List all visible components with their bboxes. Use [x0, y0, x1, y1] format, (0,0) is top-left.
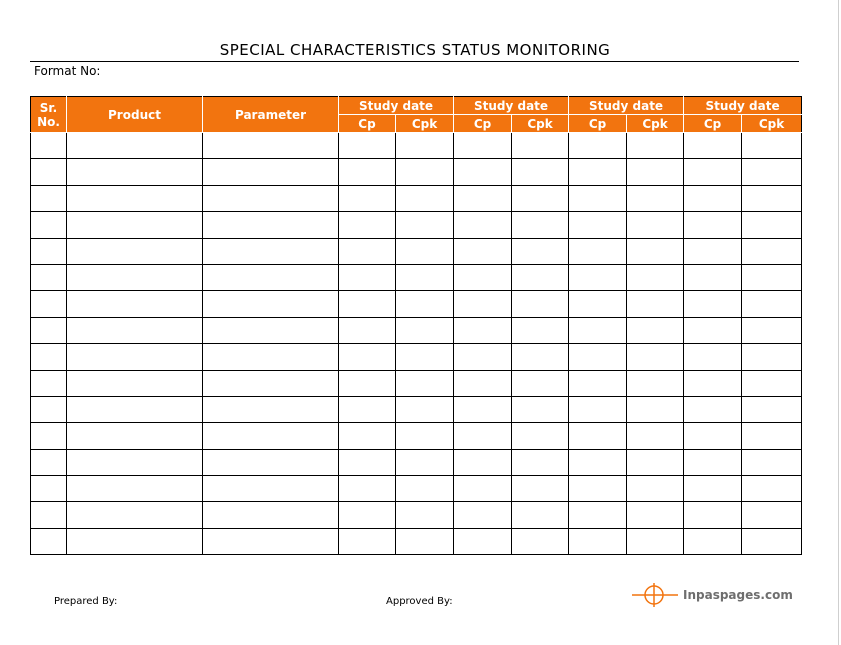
table-row — [31, 423, 802, 449]
table-cell[interactable] — [203, 396, 339, 422]
table-row — [31, 185, 802, 211]
table-cell[interactable] — [627, 476, 684, 502]
table-row — [31, 291, 802, 317]
format-number-label: Format No: — [34, 64, 101, 78]
table-cell[interactable] — [339, 502, 396, 528]
cp-header-2: Cp — [454, 115, 512, 133]
table-cell[interactable] — [203, 264, 339, 290]
table-cell[interactable] — [684, 370, 742, 396]
table-cell[interactable] — [684, 264, 742, 290]
table-cell[interactable] — [203, 449, 339, 475]
table-cell[interactable] — [627, 264, 684, 290]
table-cell[interactable] — [627, 396, 684, 422]
table-cell[interactable] — [396, 238, 454, 264]
table-cell[interactable] — [569, 291, 627, 317]
table-cell[interactable] — [684, 449, 742, 475]
table-cell[interactable] — [339, 396, 396, 422]
table-cell[interactable] — [454, 502, 512, 528]
parameter-header: Parameter — [203, 97, 339, 133]
table-cell[interactable] — [627, 370, 684, 396]
table-cell[interactable] — [67, 133, 203, 159]
table-cell[interactable] — [454, 264, 512, 290]
table-cell[interactable] — [31, 133, 67, 159]
table-cell[interactable] — [67, 449, 203, 475]
table-cell[interactable] — [569, 212, 627, 238]
table-cell[interactable] — [684, 212, 742, 238]
table-cell[interactable] — [569, 317, 627, 343]
table-cell[interactable] — [67, 212, 203, 238]
table-cell[interactable] — [742, 185, 802, 211]
table-cell[interactable] — [396, 344, 454, 370]
table-row — [31, 344, 802, 370]
table-cell[interactable] — [627, 159, 684, 185]
table-cell[interactable] — [454, 528, 512, 554]
table-row — [31, 370, 802, 396]
table-cell[interactable] — [569, 502, 627, 528]
table-cell[interactable] — [339, 370, 396, 396]
table-cell[interactable] — [339, 185, 396, 211]
table-cell[interactable] — [512, 185, 569, 211]
table-cell[interactable] — [684, 476, 742, 502]
table-cell[interactable] — [627, 502, 684, 528]
table-cell[interactable] — [627, 449, 684, 475]
table-cell[interactable] — [31, 344, 67, 370]
cpk-header-4: Cpk — [742, 115, 802, 133]
table-cell[interactable] — [396, 159, 454, 185]
table-cell[interactable] — [339, 423, 396, 449]
table-cell[interactable] — [67, 185, 203, 211]
table-cell[interactable] — [396, 396, 454, 422]
table-cell[interactable] — [627, 212, 684, 238]
table-cell[interactable] — [454, 185, 512, 211]
table-cell[interactable] — [396, 370, 454, 396]
cpk-header-1: Cpk — [396, 115, 454, 133]
table-cell[interactable] — [512, 238, 569, 264]
table-cell[interactable] — [569, 476, 627, 502]
table-cell[interactable] — [396, 212, 454, 238]
title-divider — [30, 61, 799, 62]
table-cell[interactable] — [684, 185, 742, 211]
table-row — [31, 528, 802, 554]
table-cell[interactable] — [684, 133, 742, 159]
table-cell[interactable] — [684, 502, 742, 528]
monitoring-table — [30, 96, 802, 555]
table-cell[interactable] — [742, 528, 802, 554]
table-cell[interactable] — [31, 528, 67, 554]
table-cell[interactable] — [627, 133, 684, 159]
cp-header-3: Cp — [569, 115, 627, 133]
table-cell[interactable] — [203, 423, 339, 449]
table-row — [31, 133, 802, 159]
table-cell[interactable] — [512, 449, 569, 475]
table-cell[interactable] — [67, 317, 203, 343]
table-cell[interactable] — [67, 291, 203, 317]
cpk-header-3: Cpk — [627, 115, 684, 133]
table-cell[interactable] — [67, 502, 203, 528]
table-cell[interactable] — [396, 502, 454, 528]
approved-by-label: Approved By: — [386, 596, 453, 607]
table-cell[interactable] — [203, 476, 339, 502]
table-cell[interactable] — [512, 317, 569, 343]
table-cell[interactable] — [454, 317, 512, 343]
table-cell[interactable] — [203, 528, 339, 554]
table-cell[interactable] — [31, 317, 67, 343]
table-cell[interactable] — [742, 370, 802, 396]
table-cell[interactable] — [742, 212, 802, 238]
table-cell[interactable] — [339, 133, 396, 159]
table-cell[interactable] — [569, 370, 627, 396]
table-cell[interactable] — [512, 396, 569, 422]
table-cell[interactable] — [454, 133, 512, 159]
table-cell[interactable] — [203, 291, 339, 317]
table-row — [31, 502, 802, 528]
table-row — [31, 238, 802, 264]
table-cell[interactable] — [396, 317, 454, 343]
table-cell[interactable] — [203, 133, 339, 159]
table-cell[interactable] — [742, 159, 802, 185]
table-cell[interactable] — [454, 423, 512, 449]
table-cell[interactable] — [203, 370, 339, 396]
table-cell[interactable] — [339, 238, 396, 264]
table-cell[interactable] — [742, 502, 802, 528]
study-date-header-2: Study date — [454, 97, 569, 115]
table-cell[interactable] — [339, 291, 396, 317]
table-cell[interactable] — [569, 396, 627, 422]
table-row — [31, 159, 802, 185]
table-cell[interactable] — [684, 396, 742, 422]
table-cell[interactable] — [396, 291, 454, 317]
prepared-by-label: Prepared By: — [54, 596, 118, 607]
table-cell[interactable] — [627, 317, 684, 343]
sr-no-header: Sr. No. — [31, 97, 67, 133]
table-cell[interactable] — [67, 528, 203, 554]
table-cell[interactable] — [396, 423, 454, 449]
table-cell[interactable] — [67, 159, 203, 185]
table-cell[interactable] — [454, 238, 512, 264]
table-cell[interactable] — [684, 423, 742, 449]
table-cell[interactable] — [569, 133, 627, 159]
table-cell[interactable] — [67, 264, 203, 290]
table-cell[interactable] — [627, 238, 684, 264]
table-cell[interactable] — [339, 344, 396, 370]
table-cell[interactable] — [512, 212, 569, 238]
table-cell[interactable] — [31, 291, 67, 317]
table-cell[interactable] — [31, 212, 67, 238]
table-cell[interactable] — [67, 423, 203, 449]
table-cell[interactable] — [512, 528, 569, 554]
table-cell[interactable] — [684, 317, 742, 343]
table-cell[interactable] — [67, 238, 203, 264]
table-body — [31, 133, 802, 555]
table-cell[interactable] — [454, 291, 512, 317]
table-cell[interactable] — [627, 528, 684, 554]
table-cell[interactable] — [31, 238, 67, 264]
table-cell[interactable] — [512, 264, 569, 290]
table-cell[interactable] — [203, 159, 339, 185]
table-cell[interactable] — [627, 423, 684, 449]
table-cell[interactable] — [627, 185, 684, 211]
table-cell[interactable] — [454, 212, 512, 238]
table-cell[interactable] — [31, 449, 67, 475]
table-cell[interactable] — [512, 423, 569, 449]
table-cell[interactable] — [569, 344, 627, 370]
study-date-header-1: Study date — [339, 97, 454, 115]
table-cell[interactable] — [67, 476, 203, 502]
table-cell[interactable] — [396, 133, 454, 159]
table-cell[interactable] — [512, 133, 569, 159]
table-cell[interactable] — [569, 423, 627, 449]
table-cell[interactable] — [627, 344, 684, 370]
cp-header-1: Cp — [339, 115, 396, 133]
table-cell[interactable] — [203, 212, 339, 238]
table-cell[interactable] — [31, 423, 67, 449]
table-cell[interactable] — [339, 264, 396, 290]
table-cell[interactable] — [396, 449, 454, 475]
table-cell[interactable] — [396, 185, 454, 211]
study-date-header-3: Study date — [569, 97, 684, 115]
table-cell[interactable] — [31, 185, 67, 211]
table-cell[interactable] — [67, 396, 203, 422]
table-cell[interactable] — [67, 370, 203, 396]
table-cell[interactable] — [454, 370, 512, 396]
table-cell[interactable] — [396, 264, 454, 290]
table-cell[interactable] — [339, 317, 396, 343]
table-cell[interactable] — [31, 502, 67, 528]
page-title: SPECIAL CHARACTERISTICS STATUS MONITORING — [219, 41, 611, 59]
table-cell[interactable] — [512, 291, 569, 317]
table-row — [31, 317, 802, 343]
study-date-header-4: Study date — [684, 97, 802, 115]
table-cell[interactable] — [339, 449, 396, 475]
page-edge — [838, 0, 839, 645]
table-cell[interactable] — [31, 476, 67, 502]
logo-text: Inpaspages.com — [683, 588, 793, 602]
table-row — [31, 212, 802, 238]
table-cell[interactable] — [203, 317, 339, 343]
table-cell[interactable] — [339, 476, 396, 502]
cp-header-4: Cp — [684, 115, 742, 133]
table-cell[interactable] — [742, 476, 802, 502]
product-header: Product — [67, 97, 203, 133]
table-cell[interactable] — [569, 449, 627, 475]
table-cell[interactable] — [742, 133, 802, 159]
table-cell[interactable] — [684, 238, 742, 264]
table-cell[interactable] — [396, 528, 454, 554]
table-cell[interactable] — [454, 449, 512, 475]
table-cell[interactable] — [396, 476, 454, 502]
table-cell[interactable] — [339, 528, 396, 554]
table-cell[interactable] — [31, 396, 67, 422]
table-row — [31, 449, 802, 475]
table-cell[interactable] — [742, 238, 802, 264]
table-cell[interactable] — [512, 370, 569, 396]
table-cell[interactable] — [742, 344, 802, 370]
table-cell[interactable] — [203, 344, 339, 370]
table-cell[interactable] — [569, 264, 627, 290]
table-cell[interactable] — [203, 238, 339, 264]
table-cell[interactable] — [742, 264, 802, 290]
table-cell[interactable] — [512, 476, 569, 502]
table-cell[interactable] — [742, 396, 802, 422]
table-cell[interactable] — [203, 185, 339, 211]
table-cell[interactable] — [512, 502, 569, 528]
table-cell[interactable] — [684, 528, 742, 554]
table-cell[interactable] — [742, 449, 802, 475]
table-cell[interactable] — [684, 344, 742, 370]
table-cell[interactable] — [627, 291, 684, 317]
table-cell[interactable] — [31, 370, 67, 396]
table-cell[interactable] — [31, 159, 67, 185]
table-cell[interactable] — [454, 344, 512, 370]
table-cell[interactable] — [339, 159, 396, 185]
table-cell[interactable] — [742, 317, 802, 343]
table-cell[interactable] — [742, 423, 802, 449]
table-row — [31, 476, 802, 502]
table-cell[interactable] — [203, 502, 339, 528]
table-row — [31, 396, 802, 422]
table-cell[interactable] — [569, 528, 627, 554]
table-cell[interactable] — [512, 159, 569, 185]
table-cell[interactable] — [569, 159, 627, 185]
table-cell[interactable] — [31, 264, 67, 290]
table-cell[interactable] — [684, 159, 742, 185]
table-cell[interactable] — [684, 291, 742, 317]
cpk-header-2: Cpk — [512, 115, 569, 133]
table-cell[interactable] — [67, 344, 203, 370]
table-cell[interactable] — [454, 396, 512, 422]
table-cell[interactable] — [742, 291, 802, 317]
table-cell[interactable] — [339, 212, 396, 238]
table-row — [31, 264, 802, 290]
table-cell[interactable] — [569, 185, 627, 211]
table-cell[interactable] — [512, 344, 569, 370]
table-cell[interactable] — [454, 159, 512, 185]
table-cell[interactable] — [454, 476, 512, 502]
table-cell[interactable] — [569, 238, 627, 264]
